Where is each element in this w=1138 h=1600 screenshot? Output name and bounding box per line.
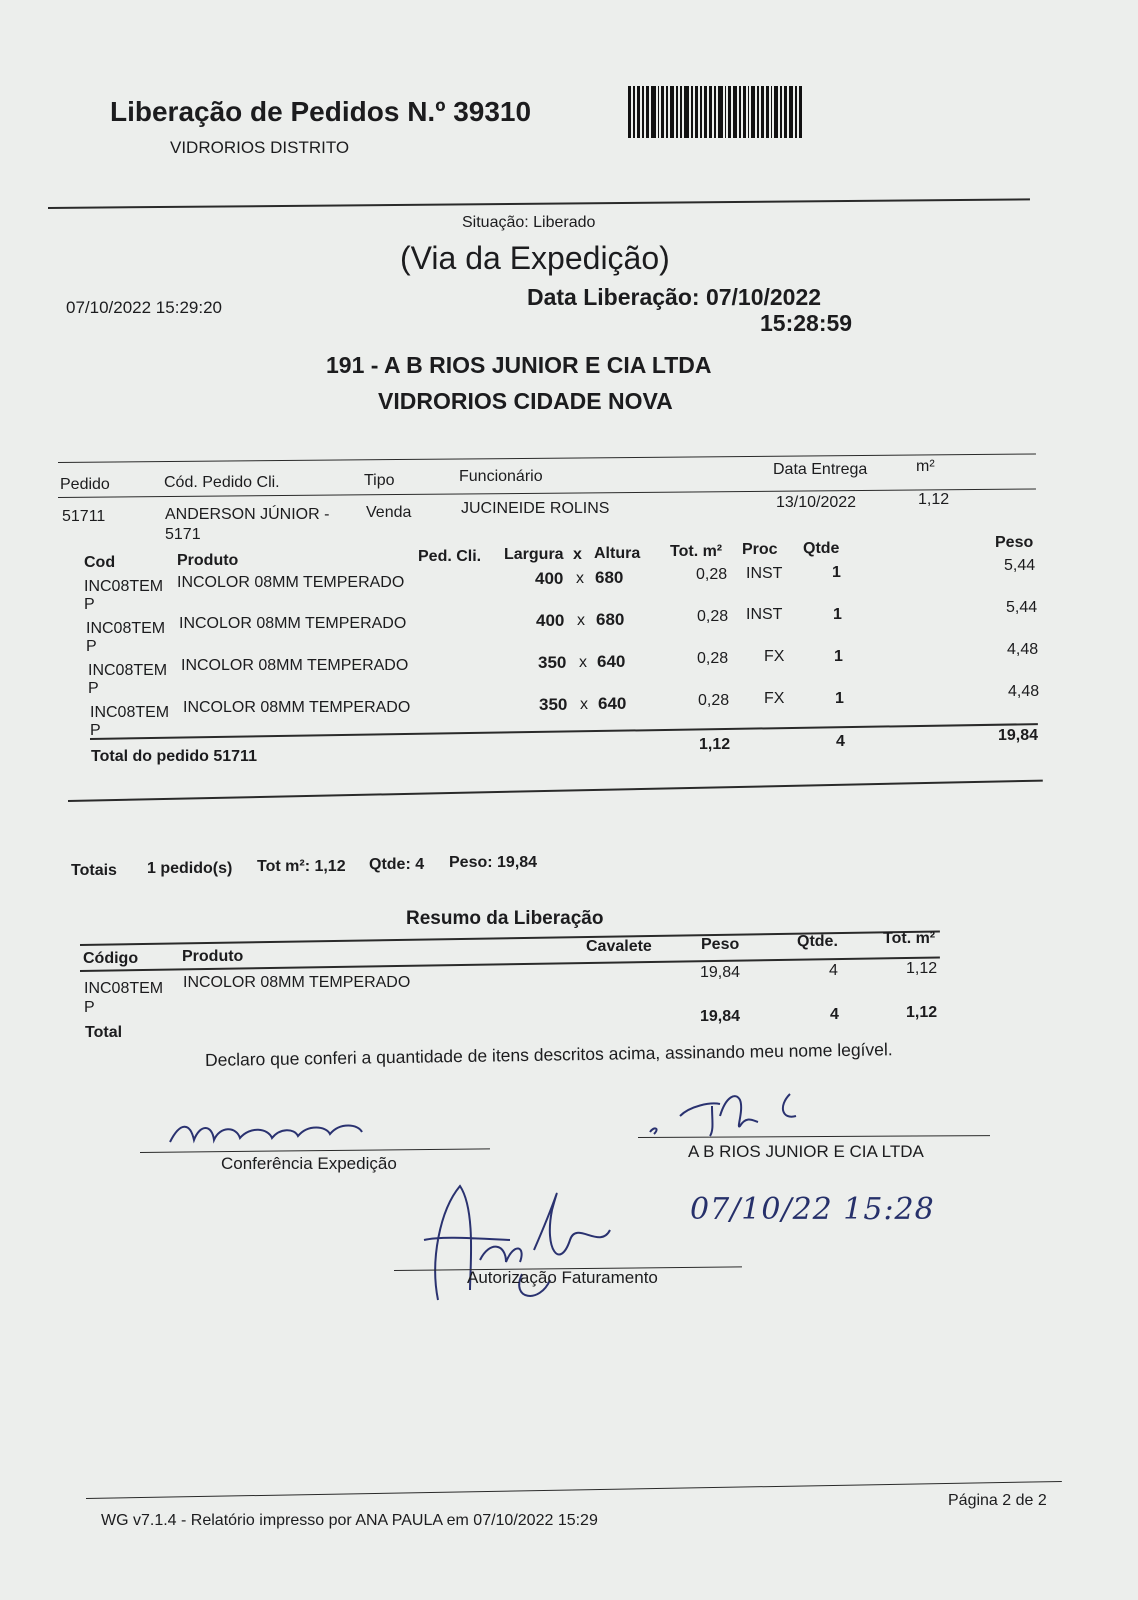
order-total-weight: 19,84: [998, 727, 1039, 744]
order-total-m2: 1,12: [699, 736, 731, 753]
totals-orders: 1 pedido(s): [147, 860, 233, 877]
summary-total-label: Total: [85, 1024, 123, 1041]
client-name: 191 - A B RIOS JUNIOR E CIA LTDA: [326, 352, 712, 378]
page-number: Página 2 de 2: [948, 1492, 1047, 1509]
item-weight: 5,44: [1004, 557, 1036, 574]
divider: [68, 780, 1043, 802]
release-time: 15:28:59: [760, 310, 853, 336]
item-x: x: [580, 696, 588, 713]
footer-report-info: WG v7.1.4 - Relatório impresso por ANA PAULA em 07/10/2022 15:29: [101, 1512, 598, 1529]
item-m2: 0,28: [696, 566, 728, 583]
item-x: x: [577, 612, 585, 629]
item-width: 400: [536, 611, 565, 630]
col-x: x: [573, 546, 582, 563]
summary-col-qtde: Qtde.: [797, 933, 838, 950]
release-date: Data Liberação: 07/10/2022: [527, 284, 822, 310]
barcode: [628, 86, 804, 138]
col-cod: Cod: [84, 554, 116, 571]
item-height: 640: [598, 694, 627, 713]
summary-weight: 19,84: [700, 964, 741, 981]
faturamento-signature: [410, 1180, 640, 1314]
item-code-cont: P: [90, 722, 101, 739]
declaration-text: Declaro que conferi a quantidade de itens descritos acima, assinando meu nome legível.: [204, 1039, 893, 1070]
divider: [90, 723, 1038, 740]
col-pedido: Pedido: [60, 476, 110, 493]
handwritten-datetime: 07/10/22 15:28: [690, 1192, 935, 1227]
item-width: 400: [535, 569, 564, 588]
summary-col-tot-m2: Tot. m²: [883, 930, 936, 947]
print-datetime: 07/10/2022 15:29:20: [66, 298, 222, 317]
col-tot-m2: Tot. m²: [670, 543, 723, 560]
item-height: 680: [596, 610, 625, 629]
client-order-code: ANDERSON JÚNIOR -: [165, 506, 330, 523]
client-label: A B RIOS JUNIOR E CIA LTDA: [688, 1142, 924, 1161]
col-data-entrega: Data Entrega: [773, 461, 868, 478]
item-proc: FX: [764, 690, 785, 707]
item-product: INCOLOR 08MM TEMPERADO: [177, 574, 405, 591]
company-name: VIDRORIOS DISTRITO: [170, 138, 350, 157]
col-ped-cli: Ped. Cli.: [418, 548, 482, 565]
summary-product: INCOLOR 08MM TEMPERADO: [183, 974, 411, 991]
summary-m2: 1,12: [906, 960, 938, 977]
totals-weight: Peso: 19,84: [449, 854, 538, 871]
divider: [86, 1481, 1062, 1499]
summary-total-m2: 1,12: [906, 1004, 938, 1021]
summary-col-produto: Produto: [182, 948, 244, 965]
expedicao-label: Conferência Expedição: [221, 1154, 397, 1173]
summary-qty: 4: [829, 962, 838, 979]
item-code: INC08TEM: [90, 704, 170, 721]
summary-total-qty: 4: [830, 1006, 839, 1023]
employee: JUCINEIDE ROLINS: [461, 500, 610, 517]
item-weight: 5,44: [1006, 599, 1038, 616]
expedicao-signature: [150, 1112, 390, 1152]
item-product: INCOLOR 08MM TEMPERADO: [183, 699, 411, 716]
col-qtde: Qtde: [803, 540, 840, 557]
order-type: Venda: [366, 504, 412, 521]
col-cod-pedido-cli: Cód. Pedido Cli.: [164, 474, 280, 491]
item-code-cont: P: [86, 638, 97, 655]
delivery-date: 13/10/2022: [776, 494, 857, 511]
item-x: x: [579, 654, 587, 671]
totals-m2: Tot m²: 1,12: [257, 858, 346, 875]
item-width: 350: [539, 695, 568, 714]
item-qty: 1: [835, 690, 844, 707]
item-qty: 1: [833, 606, 842, 623]
totals-qty: Qtde: 4: [369, 856, 425, 873]
summary-col-cavalete: Cavalete: [586, 938, 652, 955]
item-proc: FX: [764, 648, 785, 665]
item-weight: 4,48: [1007, 641, 1039, 658]
status-text: Situação: Liberado: [462, 214, 596, 231]
summary-code: INC08TEM: [84, 980, 164, 997]
client-order-code-cont: 5171: [165, 526, 201, 543]
totals-label: Totais: [71, 862, 117, 879]
summary-col-peso: Peso: [701, 936, 740, 953]
order-number: 51711: [62, 508, 106, 525]
client-branch: VIDRORIOS CIDADE NOVA: [378, 388, 673, 414]
item-qty: 1: [832, 564, 841, 581]
summary-col-codigo: Código: [83, 950, 139, 967]
order-total-qty: 4: [836, 733, 845, 750]
item-product: INCOLOR 08MM TEMPERADO: [179, 615, 407, 632]
col-funcionario: Funcionário: [459, 468, 543, 485]
item-code-cont: P: [88, 680, 99, 697]
item-code: INC08TEM: [86, 620, 166, 637]
item-proc: INST: [746, 565, 783, 582]
order-m2: 1,12: [918, 491, 950, 508]
copy-label: (Via da Expedição): [400, 240, 670, 276]
item-product: INCOLOR 08MM TEMPERADO: [181, 657, 409, 674]
col-largura: Largura: [504, 546, 564, 563]
order-total-label: Total do pedido 51711: [91, 748, 257, 765]
item-m2: 0,28: [697, 608, 729, 625]
col-tipo: Tipo: [364, 472, 395, 489]
item-qty: 1: [834, 648, 843, 665]
item-width: 350: [538, 653, 567, 672]
col-proc: Proc: [742, 541, 778, 558]
item-x: x: [576, 570, 584, 587]
item-m2: 0,28: [697, 650, 729, 667]
item-m2: 0,28: [698, 692, 730, 709]
col-produto: Produto: [177, 552, 239, 569]
faturamento-label: Autorização Faturamento: [467, 1268, 658, 1287]
item-code: INC08TEM: [88, 662, 168, 679]
divider: [58, 453, 1036, 463]
item-height: 640: [597, 652, 626, 671]
col-m2: m²: [916, 458, 935, 475]
item-height: 680: [595, 568, 624, 587]
divider: [48, 198, 1030, 209]
summary-total-weight: 19,84: [700, 1008, 741, 1025]
col-altura: Altura: [594, 545, 641, 562]
item-code: INC08TEM: [84, 578, 164, 595]
summary-code-cont: P: [84, 999, 95, 1016]
summary-title: Resumo da Liberação: [406, 908, 604, 929]
item-weight: 4,48: [1008, 683, 1040, 700]
document-title: Liberação de Pedidos N.º 39310: [110, 96, 532, 127]
item-code-cont: P: [84, 596, 95, 613]
item-proc: INST: [746, 606, 783, 623]
col-peso: Peso: [995, 534, 1034, 551]
